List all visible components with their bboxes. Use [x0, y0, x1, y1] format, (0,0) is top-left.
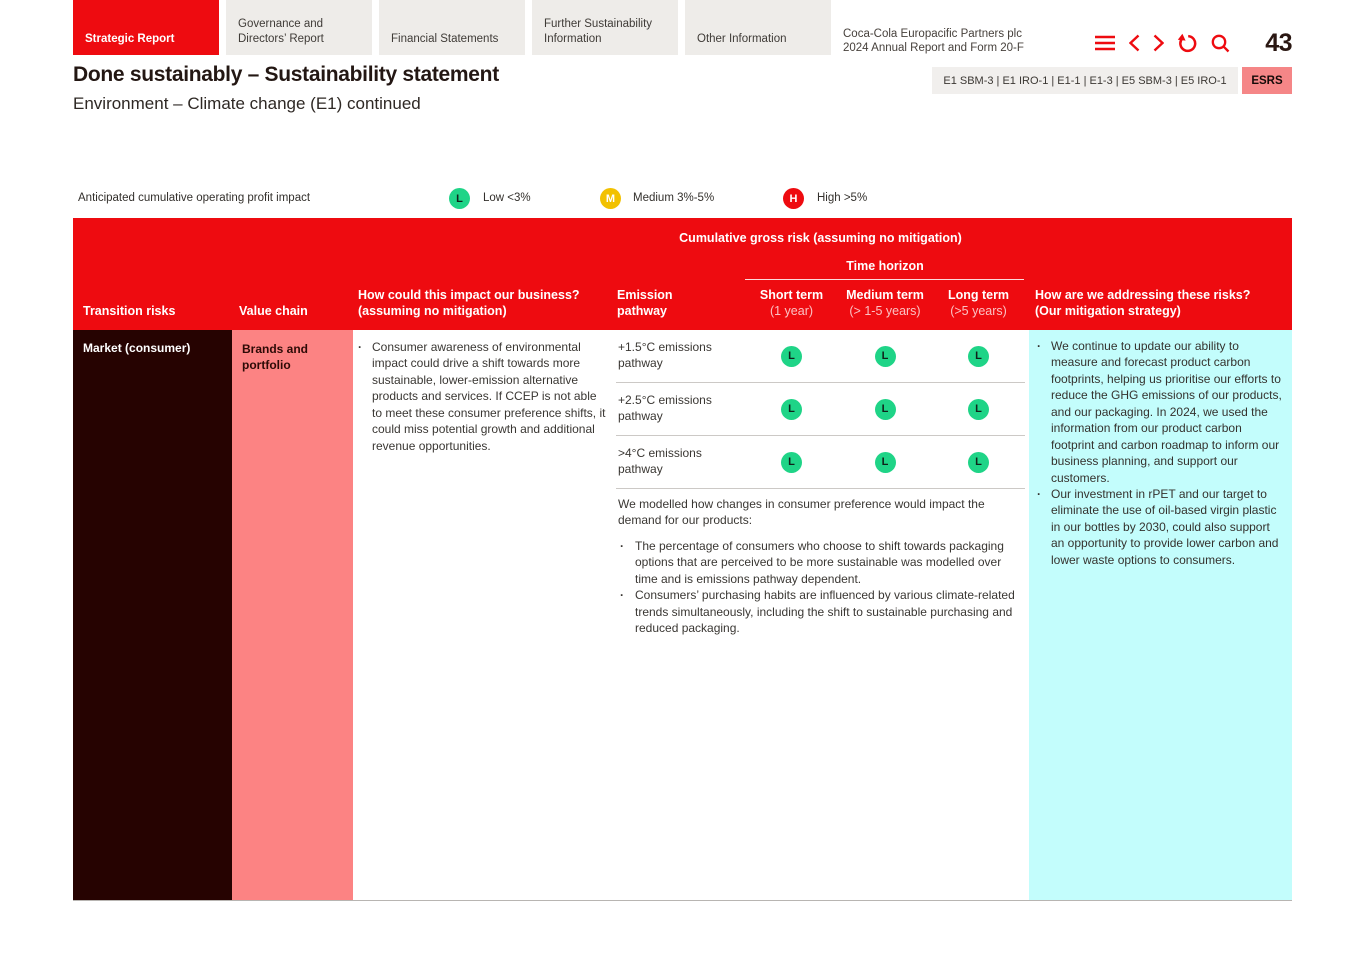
- mitigation-strategy-cell: [1029, 330, 1292, 900]
- col-header-transition-risks: Transition risks: [83, 304, 176, 319]
- modelling-intro: We modelled how changes in consumer preference would impact the demand for our products:: [618, 497, 985, 528]
- impact-cell: [353, 330, 616, 900]
- pathway-label: >4°C emissions pathway: [618, 446, 702, 476]
- publication-edition: 2024 Annual Report and Form 20-F: [843, 42, 1024, 55]
- tab-strategic-report[interactable]: Strategic Report: [73, 0, 219, 55]
- col-header-addressing: How are we addressing these risks? (Our mitigation strategy): [1035, 288, 1251, 319]
- risk-badge-low: L: [875, 452, 896, 473]
- publication-info: [843, 27, 1024, 56]
- risk-badge-low: L: [875, 346, 896, 367]
- table-row: [73, 330, 1292, 901]
- page-number: 43: [1265, 29, 1292, 57]
- emission-pathways: [616, 330, 1025, 489]
- risk-badge-low: L: [781, 346, 802, 367]
- impact-bullet: · Consumer awareness of environmental impact could drive a shift towards more sustainable, lower-emission alternative products and services. If CCEP is not able to meet these consumer preference shifts, it could miss potential growth and additional revenue opportunities.: [358, 339, 606, 454]
- undo-icon[interactable]: [1177, 33, 1198, 53]
- risk-badge-low: L: [781, 399, 802, 420]
- long-term-rating-cell: [932, 346, 1025, 367]
- mitigation-bullet-list: [1037, 338, 1282, 568]
- group-header-cumulative-gross-risk: Cumulative gross risk (assuming no mitigation): [679, 231, 962, 245]
- tab-financial-statements[interactable]: Financial Statements: [379, 0, 525, 55]
- legend-medium-text: Medium 3%-5%: [633, 192, 715, 204]
- short-term-rating-cell: [745, 399, 838, 420]
- chevron-right-icon[interactable]: [1153, 34, 1164, 52]
- risk-badge-low: L: [781, 452, 802, 473]
- impact-bullet-list: [353, 330, 616, 454]
- short-term-rating-cell: [745, 346, 838, 367]
- risk-badge-low: L: [875, 399, 896, 420]
- tab-other-information[interactable]: Other Information: [685, 0, 831, 55]
- col-header-medium-term: Medium term (> 1-5 years): [846, 288, 924, 319]
- medium-term-rating-cell: [838, 399, 932, 420]
- search-icon[interactable]: [1211, 34, 1230, 53]
- chevron-left-icon[interactable]: [1129, 34, 1140, 52]
- medium-term-rating-cell: [838, 346, 932, 367]
- short-term-rating-cell: [745, 452, 838, 473]
- legend-high-text: High >5%: [817, 192, 868, 204]
- legend-label: Anticipated cumulative operating profit impact: [78, 192, 311, 204]
- mitigation-bullet: · We continue to update our ability to measure and forecast product carbon footprints, helping us prioritise our efforts to reduce the GHG emissions of our products, and our packaging. In 2024, we used the information from our product carbon footprint and carbon roadmap to inform our business planning, and support our customers.: [1037, 338, 1282, 486]
- risk-badge-low: L: [968, 346, 989, 367]
- legend-low-text: Low <3%: [483, 192, 531, 204]
- long-term-rating-cell: [932, 399, 1025, 420]
- esrs-badge: ESRS: [1242, 67, 1292, 94]
- group-header-time-horizon: Time horizon: [846, 259, 924, 273]
- publication-name: Coca-Cola Europacific Partners plc: [843, 28, 1022, 40]
- table-header: [73, 218, 1292, 330]
- modelling-bullet-list: [616, 538, 1019, 637]
- col-header-emission-pathway: Emission pathway: [617, 288, 673, 319]
- modelling-bullet: · The percentage of consumers who choose to shift towards packaging options that are perceived to be more sustainable was modelled over time and is emissions pathway dependent.: [620, 538, 1019, 587]
- tab-further-sustainability-information[interactable]: Further Sustainability Information: [532, 0, 678, 55]
- risk-badge-low: L: [968, 399, 989, 420]
- pathway-label: +2.5°C emissions pathway: [618, 393, 712, 423]
- viewer-controls: [1094, 33, 1230, 53]
- modelling-notes: [616, 496, 1019, 637]
- legend-medium-badge: M: [600, 188, 621, 209]
- col-header-long-term: Long term (>5 years): [947, 288, 1010, 319]
- tab-governance-directors-report[interactable]: Governance and Directors’ Report: [226, 0, 372, 55]
- value-chain-cell: Brands and portfolio: [232, 330, 353, 900]
- transition-risk-cell: Market (consumer): [73, 330, 232, 900]
- page-title: Done sustainably – Sustainability statement: [73, 63, 499, 86]
- pathway-row-2-5c: [616, 383, 1025, 436]
- modelling-bullet: · Consumers’ purchasing habits are influenced by various climate-related trends simultaneously, including the shift to sustainable purchasing and reduced packaging.: [620, 587, 1019, 636]
- col-header-value-chain: Value chain: [239, 304, 308, 319]
- legend-low-badge: L: [449, 188, 470, 209]
- col-header-impact: How could this impact our business? (assuming no mitigation): [358, 288, 580, 319]
- section-tab-bar: [73, 0, 831, 55]
- menu-icon[interactable]: [1094, 35, 1116, 51]
- risk-badge-low: L: [968, 452, 989, 473]
- long-term-rating-cell: [932, 452, 1025, 473]
- col-header-short-term: Short term (1 year): [759, 288, 824, 319]
- pathway-label: +1.5°C emissions pathway: [618, 340, 712, 370]
- medium-term-rating-cell: [838, 452, 932, 473]
- time-horizon-underline: [745, 279, 1024, 280]
- mitigation-bullet: · Our investment in rPET and our target to eliminate the use of oil-based virgin plastic in our bottles by 2030, could also support an opportunity to provide lower carbon and lower waste options to consumers.: [1037, 486, 1282, 568]
- page-subtitle: Environment – Climate change (E1) continued: [73, 94, 421, 113]
- esrs-references: E1 SBM-3 | E1 IRO-1 | E1-1 | E1-3 | E5 SBM-3 | E5 IRO-1: [932, 67, 1238, 94]
- pathway-row-1-5c: [616, 330, 1025, 383]
- legend-high-badge: H: [783, 188, 804, 209]
- transition-risks-table: [73, 218, 1292, 901]
- pathway-row-4c: [616, 436, 1025, 489]
